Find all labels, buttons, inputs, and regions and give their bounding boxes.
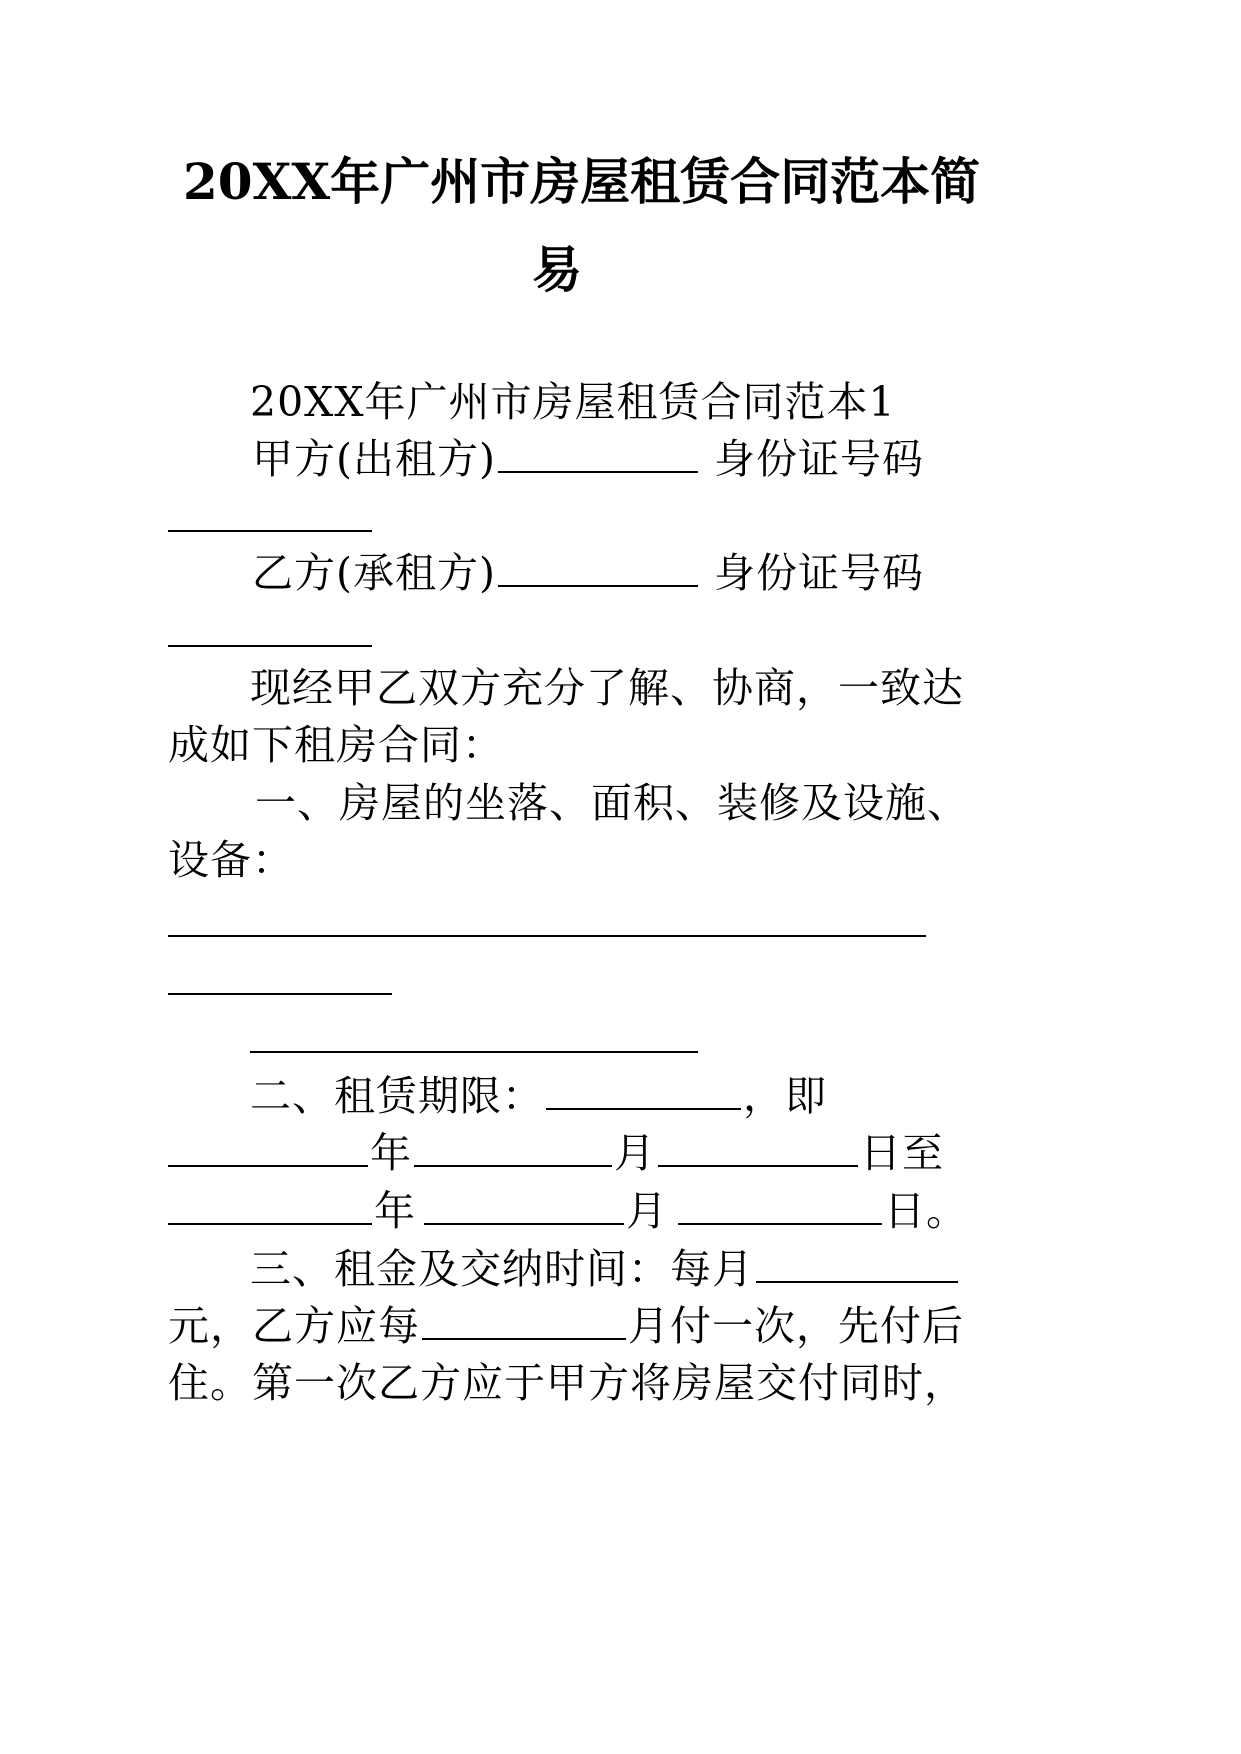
section-2-line-1 — [250, 1070, 827, 1121]
intro-line-1: 现经甲乙双方充分了解、协商，一致达 — [250, 664, 964, 712]
party-a-line — [252, 433, 924, 484]
party-b-id-blank — [168, 645, 372, 647]
intro-line-2: 成如下租房合同： — [168, 721, 504, 769]
party-b-name-blank — [498, 547, 698, 587]
document-title-line-2: 易 — [532, 240, 582, 299]
party-b-line — [252, 547, 924, 598]
party-a-name-blank — [498, 433, 698, 473]
section-3-line-3: 住。第一次乙方应于甲方将房屋交付同时， — [168, 1359, 966, 1407]
contract-subtitle: 20XX年广州市房屋租赁合同范本1 — [250, 378, 896, 426]
start-month-blank — [414, 1127, 612, 1167]
start-month-label: 月 — [614, 1129, 656, 1177]
end-year-label: 年 — [374, 1187, 416, 1235]
section-1-line-1: 一、房屋的坐落、面积、装修及设施、 — [255, 779, 969, 827]
start-day-label: 日至 — [860, 1129, 944, 1177]
section-2-ji: ，即 — [743, 1072, 827, 1120]
end-day-label: 日。 — [884, 1187, 968, 1235]
monthly-rent-blank — [756, 1243, 958, 1283]
start-year-label: 年 — [370, 1129, 412, 1177]
party-a-id-blank — [168, 530, 372, 532]
section-2-end-date — [168, 1185, 968, 1236]
section-2-start-date — [168, 1127, 944, 1178]
section-3-pay: 月付一次，先付后 — [628, 1302, 964, 1350]
section-3-line-2 — [168, 1300, 964, 1351]
section-3-label: 三、租金及交纳时间：每月 — [250, 1245, 754, 1293]
party-b-label: 乙方(承租方) — [252, 549, 496, 597]
section-3-line-1 — [250, 1243, 960, 1294]
end-year-blank — [168, 1185, 372, 1225]
section-3-yuan: 元，乙方应每 — [168, 1302, 420, 1350]
party-b-id-label: 身份证号码 — [714, 549, 925, 597]
start-year-blank — [168, 1127, 368, 1167]
party-a-id-label: 身份证号码 — [714, 435, 925, 483]
section-1-blank-2 — [168, 993, 392, 995]
document-title-line-1: 20XX年广州市房屋租赁合同范本简 — [183, 152, 981, 211]
section-1-line-2: 设备： — [168, 836, 294, 884]
party-a-label: 甲方(出租方) — [252, 435, 496, 483]
end-day-blank — [678, 1185, 882, 1225]
payment-interval-blank — [422, 1300, 626, 1340]
section-1-blank-3 — [250, 1051, 698, 1053]
end-month-blank — [424, 1185, 624, 1225]
end-month-label: 月 — [626, 1187, 668, 1235]
lease-term-blank — [546, 1070, 741, 1110]
section-2-label: 二、租赁期限： — [250, 1072, 544, 1120]
start-day-blank — [658, 1127, 858, 1167]
section-1-blank-1 — [168, 935, 926, 937]
